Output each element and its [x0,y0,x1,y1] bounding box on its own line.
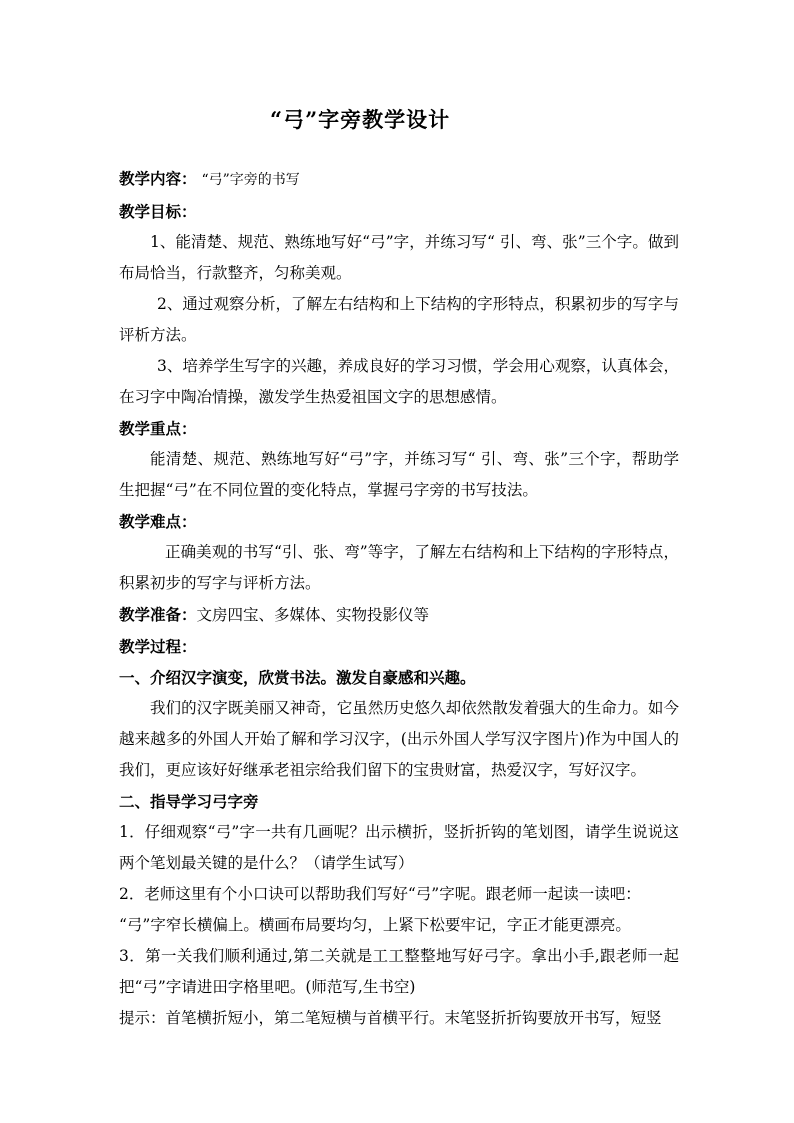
key-heading: 教学重点： [119,419,197,438]
document-body [119,163,679,1034]
content-label: 教学内容： [119,169,197,188]
section-2-heading: 二、指导学习弓字旁 [119,792,259,811]
step-1: 1．仔细观察“弓”字一共有几画呢？出示横折，竖折折钩的笔划图，请学生说说这两个笔划最关键的是什么？（请学生试写） [119,823,679,872]
step-2-line-2: “弓”字窄长横偏上。横画布局要均匀，上紧下松要牢记，字正才能更漂亮。 [119,916,631,934]
difficulty-text: 正确美观的书写“引、张、弯”等字，了解左右结构和上下结构的字形特点，积累初步的写字与评析方法。 [119,543,679,592]
content-row [119,163,679,196]
goal-2: 2、通过观察分析，了解左右结构和上下结构的字形特点，积累初步的写字与评析方法。 [119,295,679,344]
section-1-heading: 一、介绍汉字演变，欣赏书法。激发自豪感和兴趣。 [119,668,476,687]
content-value: “弓”字旁的书写 [201,172,300,188]
section-1-text: 我们的汉字既美丽又神奇，它虽然历史悠久却依然散发着强大的生命力。如今越来越多的外国人开始了解和学习汉字，(出示外国人学写汉字图片)作为中国人的我们，更应该好好继承老祖宗给我们留下的宝贵财富，热爱汉字，写好汉字。 [119,699,679,779]
goals-heading: 教学目标： [119,202,197,221]
document-title: “弓”字旁教学设计 [270,107,451,132]
goal-1: 1、能清楚、规范、熟练地写好“弓”字，并练习写“ 引、弯、张”三个字。做到布局恰当，行款整齐，匀称美观。 [119,233,679,282]
prep-label: 教学准备： [119,605,197,624]
prep-row [119,599,679,631]
step-2-line-1: 2．老师这里有个小口诀可以帮助我们写好“弓”字呢。跟老师一起读一读吧： [119,885,641,903]
goal-3: 3、培养学生写字的兴趣，养成良好的学习习惯，学会用心观察，认真体会，在习字中陶冶情操，激发学生热爱祖国文字的思想感情。 [119,357,679,406]
step-3: 3．第一关我们顺利通过,第二关就是工工整整地写好弓字。拿出小手,跟老师一起把“弓”字请进田字格里吧。(师范写,生书空) [119,947,679,996]
process-heading: 教学过程： [119,637,197,656]
difficulty-heading: 教学难点： [119,512,197,531]
key-text: 能清楚、规范、熟练地写好“弓”字，并练习写“ 引、弯、张”三个字，帮助学生把握“弓”在不同位置的变化特点，掌握弓字旁的书写技法。 [119,450,679,499]
tip-text: 提示：首笔横折短小，第二笔短横与首横平行。末笔竖折折钩要放开书写，短竖 [119,1009,662,1027]
prep-value: 文房四宝、多媒体、实物投影仪等 [196,606,430,624]
